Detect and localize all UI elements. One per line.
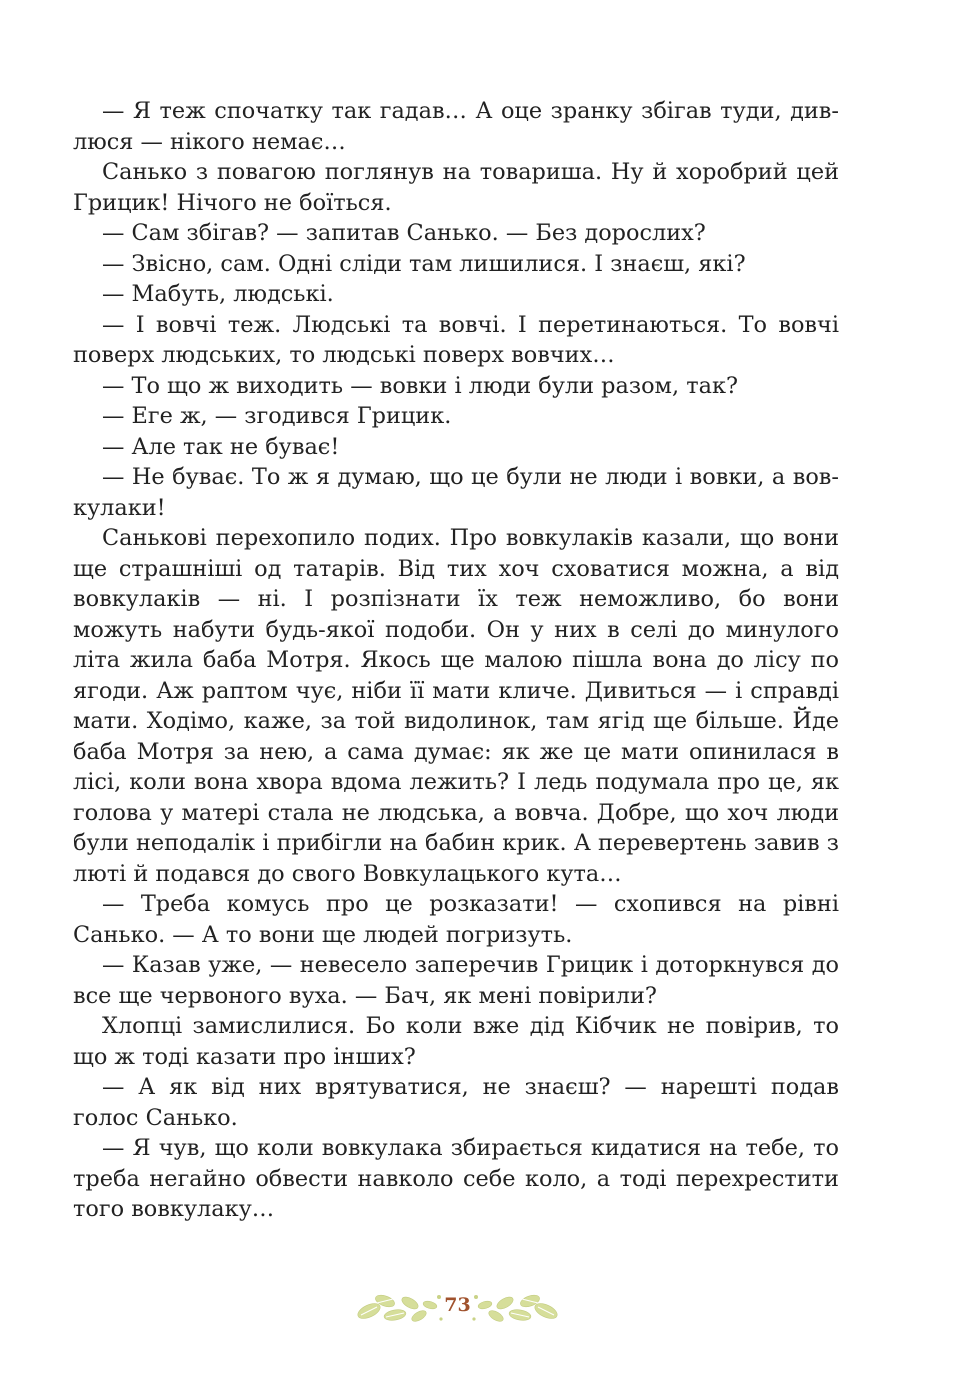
paragraph: — Але так не буває! [102, 433, 340, 460]
page-number-ornament [355, 1285, 560, 1329]
paragraph: — Я чув, що коли вовкулака збирається кидатися на тебе, то треба негайно обвести навколо себе коло, а тоді перехрестити того вовкулаку… [73, 1135, 839, 1222]
paragraph: Санькові перехопило подих. Про вовкулаків казали, що вони ще страшніші од татарів. Від тих хоч сховатися можна, а від вовкулаків — ні. І розпізнати їх теж неможливо, бо вони можуть набути будь-якої подоби. Он у них в селі до минулого літа жила баба Мотря. Якось ще малою пішла вона до лісу по ягоди. Аж раптом чує, ніби її мати кличе. Дивиться — і справді мати. Ходімо, каже, за той видолинок, там ягід ще більше. Йде баба Мотря за нею, а сама думає: як же це мати опинилася в лісі, коли вона хвора вдома лежить? І ледь подумала про це, як голова у матері стала не людська, а вовча. Добре, що хоч люди були неподалік і прибігли на бабин крик. А перевертень завив з люті й подався до свого Вовкулацького кута… [73, 525, 839, 887]
paragraph: — А як від них врятуватися, не знаєш? — нарешті подав голос Санько. [73, 1074, 839, 1131]
paragraph: — Сам збігав? — запитав Санько. — Без дорослих? [102, 220, 706, 246]
text-body [73, 96, 839, 1225]
paragraph: — Треба комусь про це розказати! — схопився на рівні Санько. — А то вони ще людей погризуть. [73, 891, 839, 948]
paragraph: — Не буває. То ж я думаю, що це були не люди і вовки, а вовкулаки! [73, 464, 839, 521]
paragraph: — Казав уже, — невесело заперечив Грицик і доторкнувся до все ще червоного вуха. — Бач, як мені повірили? [73, 952, 839, 1009]
paragraph: — Я теж спочатку так гадав… А оце зранку збігав туди, дивлюся — нікого немає… [73, 98, 839, 155]
paragraph: — І вовчі теж. Людські та вовчі. І перетинаються. То вовчі поверх людських, то людські поверх вовчих… [73, 311, 839, 368]
paragraph: — Звісно, сам. Одні сліди там лишилися. І знаєш, які? [102, 250, 746, 277]
page-number: 73 [444, 1294, 471, 1316]
paragraph: — То що ж виходить — вовки і люди були разом, так? [102, 372, 738, 399]
paragraph: — Еге ж, — згодився Грицик. [102, 403, 452, 429]
paragraph: Хлопці замислилися. Бо коли вже дід Кібчик не повірив, то що ж тоді казати про інших? [73, 1013, 839, 1070]
paragraph: Санько з повагою поглянув на товариша. Ну й хоробрий цей Грицик! Нічого не боїться. [73, 159, 839, 216]
paragraph: — Мабуть, людські. [102, 281, 334, 307]
